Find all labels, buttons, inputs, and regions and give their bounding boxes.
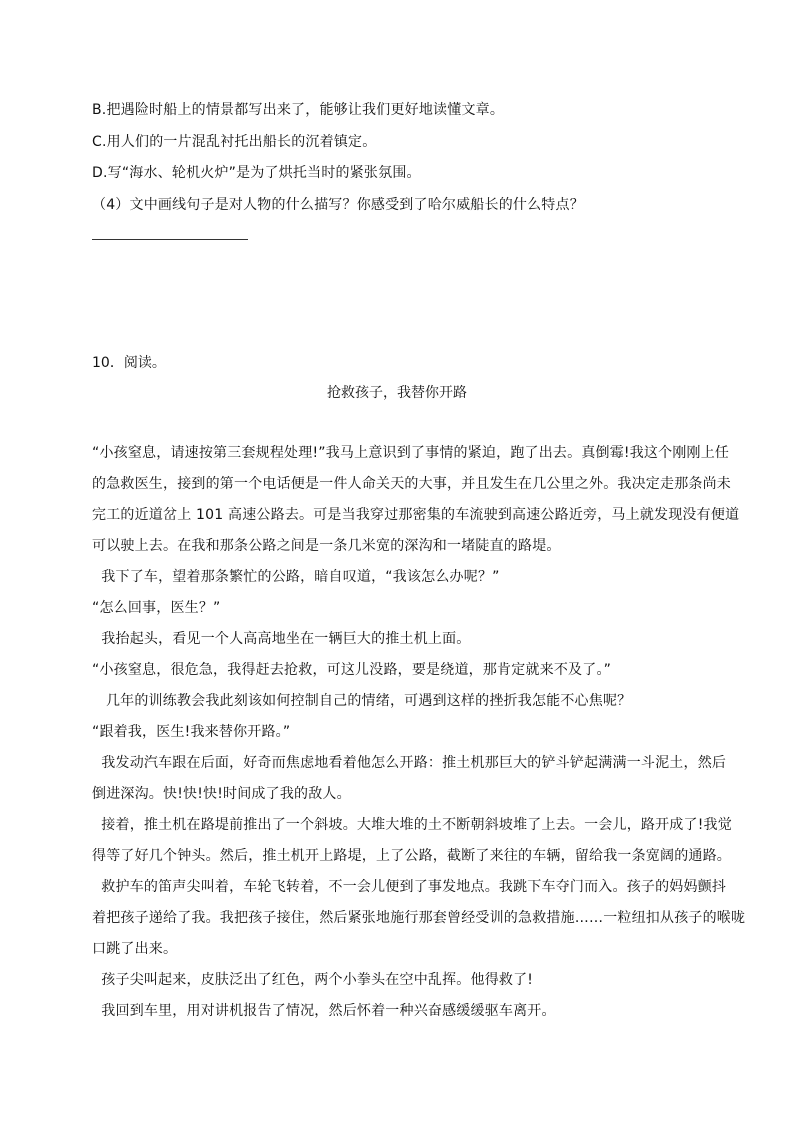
passage-line: 倒进深沟。快!快!快!时间成了我的敌人。 xyxy=(92,786,351,802)
passage-line: 着把孩子递给了我。我把孩子接住，然后紧张地施行那套曾经受训的急救措施……一粒纽扣从孩子的喉咙 xyxy=(92,910,746,926)
passage-line: 完工的近道岔上 101 高速公路去。可是当我穿过那密集的车流驶到高速公路近旁，马上就发现没有便道 xyxy=(92,507,740,523)
passage-line: 接着，推土机在路堤前推出了一个斜坡。大堆大堆的土不断朝斜坡堆了上去。一会儿，路开成了!我觉 xyxy=(92,817,732,833)
passage-line: 我抬起头，看见一个人高高地坐在一辆巨大的推土机上面。 xyxy=(92,631,471,647)
answer-blank-line xyxy=(92,239,248,240)
passage-line: “跟着我，医生!我来替你开路。” xyxy=(92,724,291,740)
passage-title: 抢救孩子，我替你开路 xyxy=(327,385,467,401)
passage-line: 几年的训练教会我此刻该如何控制自己的情绪，可遇到这样的挫折我怎能不心焦呢？ xyxy=(92,693,632,709)
question-4: （4）文中画线句子是对人物的什么描写？你感受到了哈尔威船长的什么特点？ xyxy=(92,197,584,213)
option-c: C.用人们的一片混乱衬托出船长的沉着镇定。 xyxy=(92,134,377,150)
passage-line: “怎么回事，医生？” xyxy=(92,600,221,616)
passage-line: 口跳了出来。 xyxy=(92,941,178,957)
question-10-number: 10．阅读。 xyxy=(92,355,166,371)
passage-line: 孩子尖叫起来，皮肤泛出了红色，两个小拳头在空中乱挥。他得救了! xyxy=(92,972,534,988)
option-b: B.把遇险时船上的情景都写出来了，能够让我们更好地读懂文章。 xyxy=(92,102,505,118)
passage-line: 我发动汽车跟在后面，好奇而焦虑地看着他怎么开路：推土机那巨大的铲斗铲起满满一斗泥土，然后 xyxy=(92,755,727,771)
passage-line: 救护车的笛声尖叫着，车轮飞转着，不一会儿便到了事发地点。我跳下车夺门而入。孩子的妈妈颤抖 xyxy=(92,879,727,895)
option-d: D.写“海水、轮机火炉”是为了烘托当时的紧张氛围。 xyxy=(92,165,421,181)
passage-line: “小孩窒息，请速按第三套规程处理!”我马上意识到了事情的紧迫，跑了出去。真倒霉!我这个刚刚上任 xyxy=(92,445,730,461)
passage-line: “小孩窒息，很危急，我得赶去抢救，可这儿没路，要是绕道，那肯定就来不及了。” xyxy=(92,662,612,678)
passage-line: 我下了车，望着那条繁忙的公路，暗自叹道，“我该怎么办呢？” xyxy=(92,569,500,585)
passage-line: 我回到车里，用对讲机报告了情况，然后怀着一种兴奋感缓缓驱车离开。 xyxy=(92,1003,556,1019)
passage-line: 的急救医生，接到的第一个电话便是一件人命关天的大事，并且发生在几公里之外。我决定走那条尚未 xyxy=(92,476,731,492)
passage-line: 可以驶上去。在我和那条公路之间是一条几米宽的深沟和一堵陡直的路堤。 xyxy=(92,538,561,554)
passage-line: 得等了好几个钟头。然后，推土机开上路堤，上了公路，截断了来往的车辆，留给我一条宽阔的通路。 xyxy=(92,848,731,864)
